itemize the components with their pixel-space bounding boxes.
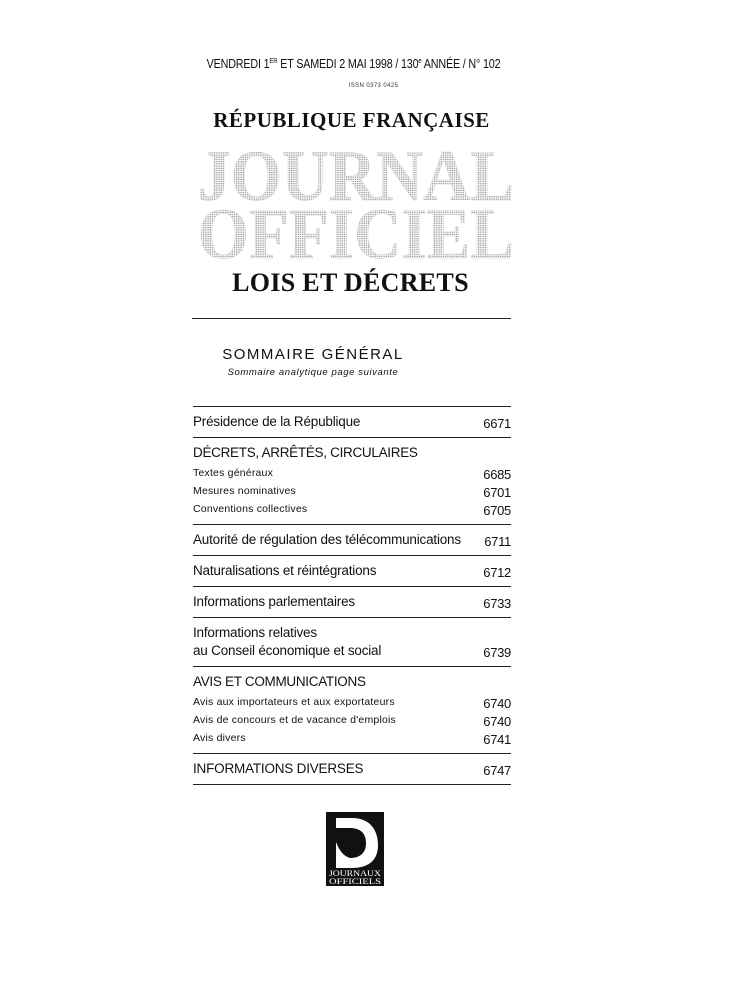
toc-label-line2: au Conseil économique et social [193, 643, 382, 658]
toc-label: Autorité de régulation des télécommunications [193, 532, 461, 547]
toc-section-decrets [193, 437, 511, 524]
toc-page: 6701 [483, 485, 511, 500]
toc-page: 6712 [483, 565, 511, 580]
toc-page: 6685 [483, 467, 511, 482]
sommaire-title: SOMMAIRE GÉNÉRAL [222, 346, 404, 363]
toc-page: 6740 [483, 714, 511, 729]
toc-label: Avis de concours et de vacance d'emplois [193, 714, 397, 726]
toc-section-conseil [193, 617, 511, 666]
logo-text-line2: OFFICIELS [329, 877, 381, 886]
toc-page: 6739 [483, 645, 511, 660]
toc-section-autorite [193, 524, 511, 555]
toc-label: Avis divers [193, 732, 246, 744]
toc-label: Naturalisations et réintégrations [193, 563, 377, 578]
toc-label: INFORMATIONS DIVERSES [193, 761, 364, 776]
masthead-line-officiel: OFFICIEL [198, 194, 514, 263]
toc-page: 6711 [484, 534, 511, 549]
toc-page: 6740 [483, 696, 511, 711]
table-of-contents [193, 406, 511, 785]
toc-page: 6733 [483, 596, 511, 611]
toc-page: 6671 [483, 416, 511, 431]
toc-label: Informations parlementaires [193, 594, 355, 609]
journaux-officiels-logo [326, 812, 384, 886]
toc-page: 6747 [483, 763, 511, 778]
edition-title: LOIS ET DÉCRETS [232, 268, 469, 297]
toc-page: 6741 [483, 732, 511, 747]
toc-label: Textes généraux [193, 467, 274, 479]
date-line: VENDREDI 1ER ET SAMEDI 2 MAI 1998 / 130e ANNÉE / N° 102 [206, 57, 501, 71]
list-item [193, 711, 511, 729]
issn-number: ISSN 0373 0425 [348, 83, 399, 89]
toc-label-line1: Informations relatives [193, 625, 317, 640]
list-item [193, 464, 511, 482]
toc-heading: DÉCRETS, ARRÊTÉS, CIRCULAIRES [193, 445, 418, 460]
toc-section-parlementaires [193, 586, 511, 617]
divider [192, 318, 511, 319]
toc-section-naturalisations [193, 555, 511, 586]
republique-title: RÉPUBLIQUE FRANÇAISE [213, 108, 490, 132]
sommaire-subtitle: Sommaire analytique page suivante [227, 367, 399, 378]
list-item [193, 729, 511, 747]
toc-section-presidence [193, 406, 511, 437]
logo-text-line1: JOURNAUX [329, 869, 382, 878]
list-item [193, 693, 511, 711]
toc-page: 6705 [483, 503, 511, 518]
journal-officiel-masthead [196, 143, 516, 263]
list-item [193, 482, 511, 500]
toc-heading: AVIS ET COMMUNICATIONS [193, 674, 366, 689]
toc-label: Mesures nominatives [193, 485, 297, 497]
list-item [193, 500, 511, 518]
toc-section-diverses [193, 753, 511, 785]
toc-label: Avis aux importateurs et aux exportateurs [193, 696, 395, 708]
masthead-line-journal: JOURNAL [198, 143, 514, 216]
toc-section-avis [193, 666, 511, 753]
toc-label: Conventions collectives [193, 503, 308, 515]
toc-label: Présidence de la République [193, 414, 361, 429]
